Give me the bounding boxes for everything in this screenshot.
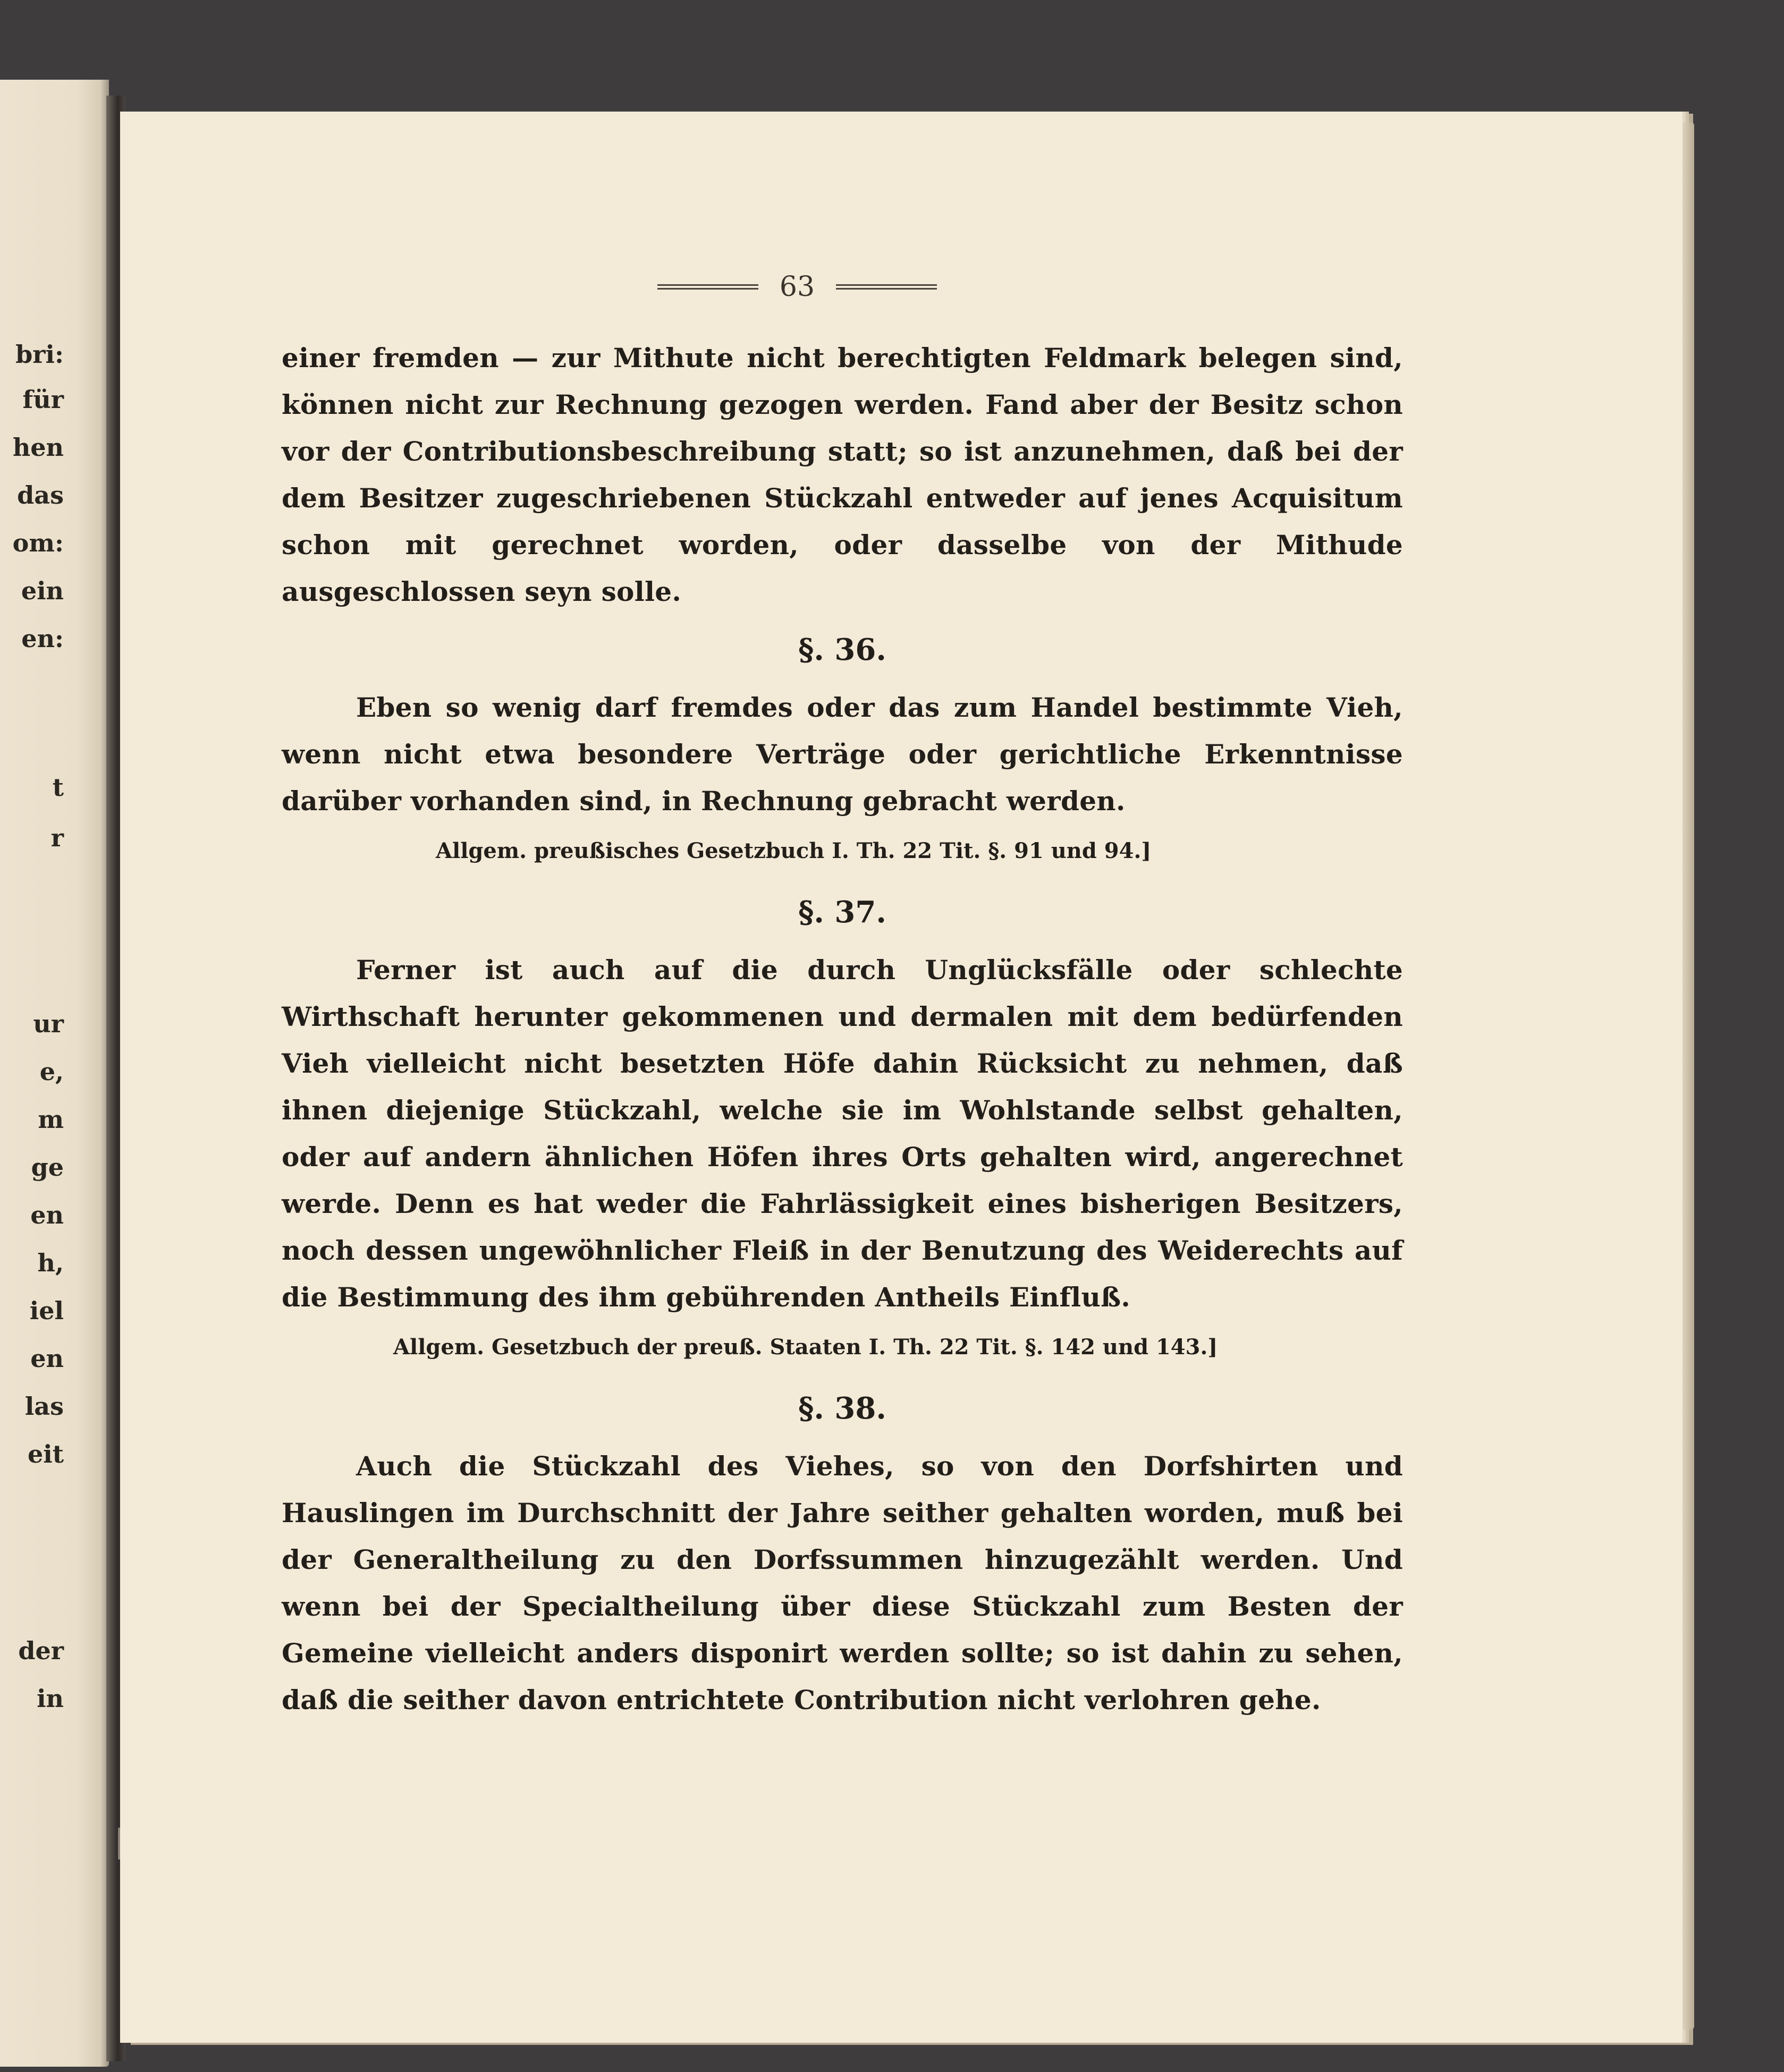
page-body xyxy=(282,335,1403,1723)
left-fragment: ur xyxy=(33,1009,64,1038)
paragraph: einer fremden — zur Mithute nicht berechtigten Feldmark belegen sind, können nicht zur Rechnung gezogen werden. Fand aber der Besitz schon vor der Contributionsbeschreibung statt; so ist anzunehmen, daß bei der dem Besitzer zugeschriebenen Stückzahl entweder auf jenes Acquisitum schon mit gerechnet worden, oder dasselbe von der Mithude ausgeschlossen seyn solle. xyxy=(282,342,1403,607)
section-heading: §. 36. xyxy=(798,632,886,667)
left-fragment: om: xyxy=(12,529,64,557)
running-head-rule-left xyxy=(657,284,758,290)
running-head-rule-right xyxy=(836,284,937,290)
left-fragment: m xyxy=(38,1105,64,1134)
left-fragment: in xyxy=(37,1684,64,1713)
left-fragment: ge xyxy=(31,1153,64,1182)
left-fragment: bri: xyxy=(15,340,64,369)
paragraph: Auch die Stückzahl des Viehes, so von den Dorfshirten und Hauslingen im Durchschnitt der Jahre seither gehalten worden, muß bei der Generaltheilung zu den Dorfssummen hinzugezählt werden. Und wenn bei der Specialtheilung über diese Stückzahl zum Besten der Gemeine vielleicht anders disponirt werden sollte; so ist dahin zu sehen, daß die seither davon entrichtete Contribution nicht verlohren gehe. xyxy=(282,1450,1403,1716)
left-page-text-fragments xyxy=(0,0,64,2072)
legal-citation: Allgem. preußisches Gesetzbuch I. Th. 22 Tit. §. 91 und 94.] xyxy=(436,838,1152,863)
left-fragment: das xyxy=(17,481,64,509)
left-fragment: en: xyxy=(21,624,64,653)
page-number: 63 xyxy=(779,271,815,303)
left-fragment: las xyxy=(24,1392,64,1421)
left-fragment: ein xyxy=(21,576,64,605)
legal-citation: Allgem. Gesetzbuch der preuß. Staaten I. Th. 22 Tit. §. 142 und 143.] xyxy=(393,1335,1218,1360)
paragraph: Ferner ist auch auf die durch Unglücksfälle oder schlechte Wirthschaft herunter gekommenen und dermalen mit dem bedürfenden Vieh vielleicht nicht besetzten Höfe dahin Rücksicht zu nehmen, daß ihnen diejenige Stückzahl, welche sie im Wohlstande selbst gehalten, oder auf andern ähnlichen Höfen ihres Orts gehalten wird, angerechnet werde. Denn es hat weder die Fahrlässigkeit eines bisherigen Besitzers, noch dessen ungewöhnlicher Fleiß in der Benutzung des Weiderechts auf die Bestimmung des ihm gebührenden Antheils Einfluß. xyxy=(282,954,1403,1313)
left-fragment: hen xyxy=(12,433,64,462)
section-heading: §. 37. xyxy=(798,895,886,930)
left-fragment: eit xyxy=(28,1440,64,1468)
page-edge xyxy=(1682,122,1694,2029)
running-head xyxy=(569,266,1026,308)
left-fragment: en xyxy=(30,1344,64,1373)
margin-mark xyxy=(118,1828,120,1859)
left-fragment: r xyxy=(50,823,64,852)
left-fragment: e, xyxy=(39,1057,64,1086)
left-fragment: der xyxy=(18,1636,64,1665)
left-fragment: iel xyxy=(29,1296,64,1325)
section-heading: §. 38. xyxy=(798,1391,886,1426)
left-fragment: h, xyxy=(37,1249,64,1277)
left-fragment: en xyxy=(30,1201,64,1229)
paragraph: Eben so wenig darf fremdes oder das zum Handel bestimmte Vieh, wenn nicht etwa besondere Verträge oder gerichtliche Erkenntnisse darüber vorhanden sind, in Rechnung gebracht werden. xyxy=(282,692,1403,817)
left-fragment: für xyxy=(22,385,64,414)
left-fragment: t xyxy=(52,773,64,802)
